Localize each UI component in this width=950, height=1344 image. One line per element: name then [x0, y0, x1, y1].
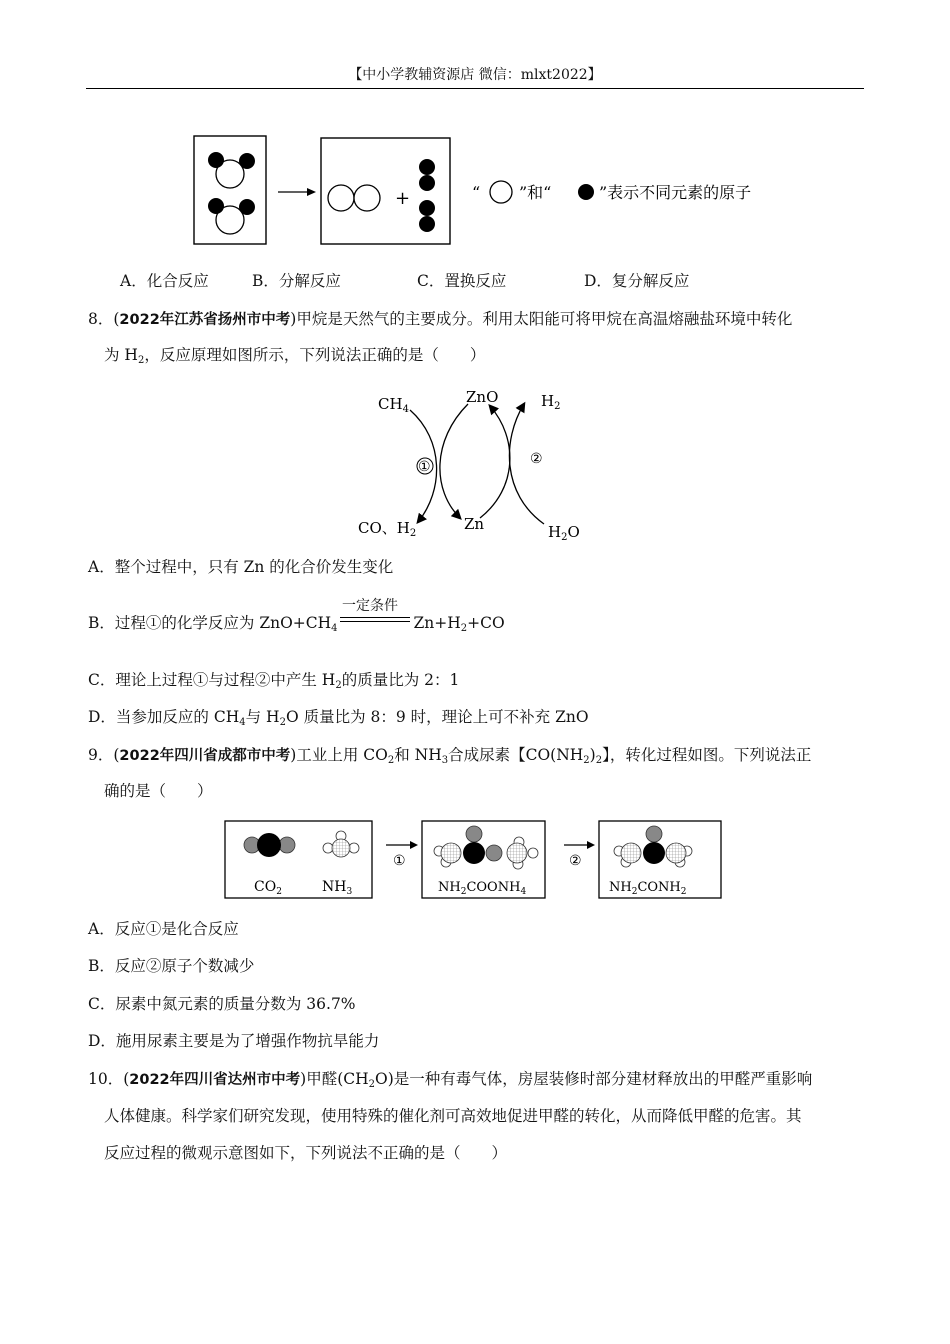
q8-cycle-diagram	[352, 382, 592, 542]
molecule-1	[208, 152, 255, 188]
arrow-right-icon	[278, 188, 316, 196]
label-co2: $CO_2$	[254, 879, 282, 897]
step-2-label: ②	[569, 853, 582, 869]
q9-option-d: D．施用尿素主要是为了增强作物抗旱能力	[88, 1032, 380, 1050]
q9-option-b: B．反应②原子个数减少	[88, 957, 255, 975]
step-1-label: ①	[393, 853, 406, 869]
q9-source: 2022年四川省成都市中考	[119, 748, 291, 764]
step-2-label: ②	[530, 451, 543, 467]
q7-option-a: A．化合反应	[120, 272, 209, 290]
q8-option-d: D．当参加反应的 $CH_4$与 $H_2O$ 质量比为 8：9 时，理论上可不补充 ZnO	[88, 708, 589, 728]
label-ch4: $CH_4$	[378, 395, 409, 415]
legend-text-2: ”表示不同元素的原子	[599, 183, 752, 202]
arrow-zno-to-zn	[440, 404, 468, 518]
q9-option-c: C．尿素中氮元素的质量分数为 36.7%	[88, 995, 356, 1013]
label-zn: Zn	[464, 515, 485, 533]
q7-diagram	[190, 132, 790, 250]
molecule-2	[208, 198, 255, 234]
label-nh2conh2: $NH_2CONH_2$	[609, 880, 687, 897]
header-rule	[86, 88, 864, 89]
q9-option-a: A．反应①是化合反应	[88, 920, 239, 938]
q7-option-d: D．复分解反应	[584, 272, 690, 290]
equals-bar-bottom	[340, 621, 410, 622]
q10-stem-line3: 反应过程的微观示意图如下，下列说法不正确的是（ ）	[104, 1144, 508, 1162]
q9-stem-line1: 9．(2022年四川省成都市中考)工业上用 $CO_2$和 $NH_3$合成尿素【$CO(NH_2)_2$】，转化过程如图。下列说法正	[88, 746, 812, 766]
arrow-zn-to-zno	[480, 406, 510, 518]
label-co-h2: CO、$H_2$	[358, 519, 417, 539]
q9-urea-diagram	[222, 818, 726, 902]
label-h2o: $H_2O$	[548, 523, 580, 542]
label-h2: $H_2$	[541, 392, 561, 412]
equals-bar-top	[340, 617, 410, 618]
page-header: 【中小学教辅资源店 微信：mlxt2022】	[348, 67, 602, 83]
arrow-step1-icon	[386, 841, 418, 849]
q7-option-c: C．置换反应	[417, 272, 507, 290]
q8-stem-line2: 为 $H_2$，反应原理如图所示，下列说法正确的是（ ）	[104, 346, 486, 366]
legend-text-1: ”和“	[519, 183, 552, 202]
legend-quote-open: “	[472, 183, 481, 202]
q7-option-b: B．分解反应	[252, 272, 341, 290]
q8-option-a: A．整个过程中，只有 Zn 的化合价发生变化	[88, 558, 394, 576]
q8-stem-line1: 8．(2022年江苏省扬州市中考)甲烷是天然气的主要成分。利用太阳能可将甲烷在高温熔融盐环境中转化	[88, 310, 793, 328]
q9-stem-line2: 确的是（ ）	[104, 782, 213, 800]
q8-reaction-condition: 一定条件	[342, 598, 398, 614]
arrow-step2-icon	[564, 841, 595, 849]
label-zno: ZnO	[466, 388, 499, 406]
step-1-label: ①	[418, 459, 431, 475]
q8-source: 2022年江苏省扬州市中考	[119, 312, 291, 328]
plus-sign: +	[395, 188, 411, 209]
q10-source: 2022年四川省达州市中考	[129, 1072, 301, 1088]
q10-stem-line2: 人体健康。科学家们研究发现，使用特殊的催化剂可高效地促进甲醛的转化，从而降低甲醛的危害。其	[104, 1107, 802, 1125]
q8-option-b: B．过程①的化学反应为 $ZnO+CH_4$ $Zn+H_2+CO$	[88, 614, 505, 634]
legend-filled-circle-icon	[578, 184, 594, 200]
label-nh3: $NH_3$	[322, 879, 353, 897]
q8-option-c: C．理论上过程①与过程②中产生 $H_2$的质量比为 2：1	[88, 671, 460, 691]
q10-stem-line1: 10．(2022年四川省达州市中考)甲醛$(CH_2O)$是一种有毒气体，房屋装修时部分建材释放出的甲醛严重影响	[88, 1070, 813, 1090]
label-nh2coonh4: $NH_2COONH_4$	[438, 880, 527, 897]
legend-open-circle-icon	[490, 181, 512, 203]
